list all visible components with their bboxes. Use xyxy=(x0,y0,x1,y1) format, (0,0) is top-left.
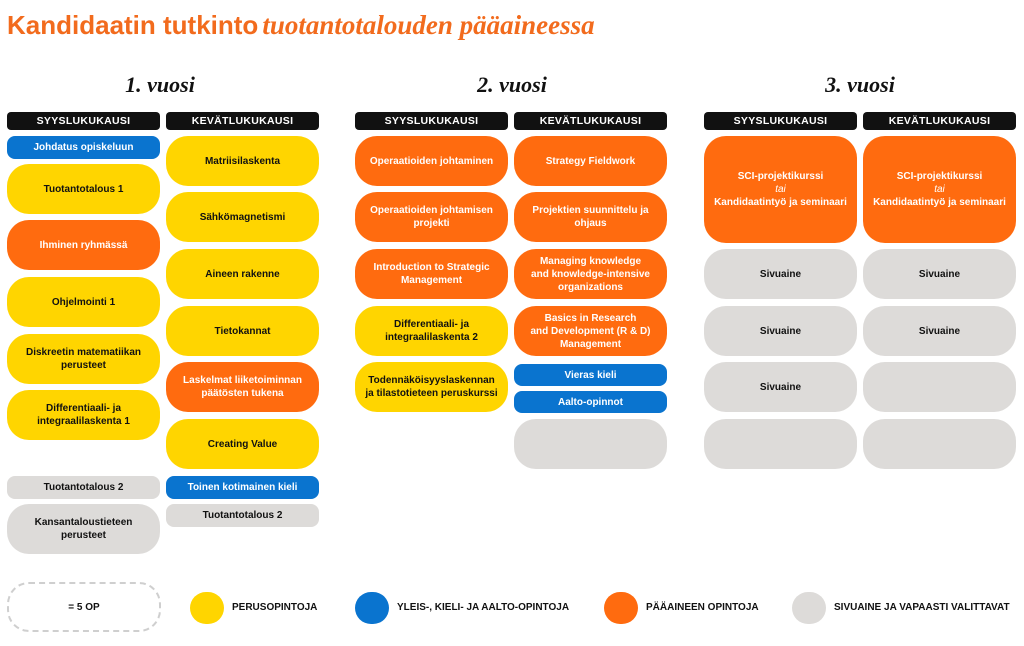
legend-swatch-yellow xyxy=(190,592,224,624)
course-line: SCI-projektikurssi xyxy=(737,171,824,182)
course-line: Sähkömagnetismi xyxy=(199,211,286,223)
course-line: Tietokannat xyxy=(214,325,271,337)
course-line: Aalto-opinnot xyxy=(558,396,623,408)
course-line: and knowledge-intensive xyxy=(531,268,650,280)
course-box xyxy=(7,220,160,270)
course-line: Basics in Research xyxy=(544,312,637,324)
course-box xyxy=(355,249,508,299)
course-box xyxy=(863,306,1016,356)
course-box xyxy=(514,192,667,242)
course-line: Vieras kieli xyxy=(564,369,617,381)
course-box xyxy=(355,192,508,242)
year-3-autumn-header: SYYSLUKUKAUSI xyxy=(704,112,857,130)
page-title xyxy=(7,10,595,41)
course-box xyxy=(7,277,160,327)
course-line: Sivuaine xyxy=(918,268,961,280)
title-italic: tuotantotalouden pääaineessa xyxy=(262,10,595,40)
empty-slot xyxy=(863,362,1016,412)
year-2-spring-header: KEVÄTLUKUKAUSI xyxy=(514,112,667,130)
empty-slot xyxy=(514,419,667,469)
course-box xyxy=(704,362,857,412)
year-3-spring-header: KEVÄTLUKUKAUSI xyxy=(863,112,1016,130)
course-box xyxy=(863,249,1016,299)
course-line: SCI-projektikurssi xyxy=(896,171,983,182)
legend-label-basic: PERUSOPINTOJA xyxy=(232,602,318,613)
course-line: Managing knowledge xyxy=(539,255,642,267)
course-line: and Development (R & D) xyxy=(530,325,651,337)
course-line: Sivuaine xyxy=(759,381,802,393)
year-1-heading: 1. vuosi xyxy=(125,72,195,97)
course-line: perusteet xyxy=(60,360,106,371)
year-2-heading: 2. vuosi xyxy=(477,72,547,97)
course-line: Tuotantotalous 2 xyxy=(202,510,283,521)
course-line: Johdatus opiskeluun xyxy=(33,142,134,153)
course-box xyxy=(166,504,319,527)
legend-unit-box xyxy=(7,582,161,632)
course-box xyxy=(514,391,667,413)
course-line: Matriisilaskenta xyxy=(204,155,281,167)
course-line: Tuotantotalous 2 xyxy=(43,482,124,493)
year-1-autumn-header: SYYSLUKUKAUSI xyxy=(7,112,160,130)
course-line: Kandidaatintyö ja seminaari xyxy=(714,197,847,208)
course-box xyxy=(514,306,667,356)
course-line: Diskreetin matematiikan xyxy=(25,347,142,358)
course-box xyxy=(7,164,160,214)
course-line: päätösten tukena xyxy=(201,388,284,399)
course-line: ja tilastotieteen peruskurssi xyxy=(365,388,498,399)
course-box xyxy=(166,362,319,412)
course-line: Todennäköisyyslaskennan xyxy=(368,375,495,386)
year-3-heading: 3. vuosi xyxy=(825,72,895,97)
course-line: ohjaus xyxy=(574,218,607,229)
course-box xyxy=(166,476,319,499)
course-line: integraalilaskenta 1 xyxy=(37,416,130,427)
course-line: Ihminen ryhmässä xyxy=(39,239,128,251)
course-line: tai xyxy=(934,184,945,195)
empty-slot xyxy=(704,419,857,469)
course-line: Projektien suunnittelu ja xyxy=(532,205,649,216)
course-line: Strategy Fieldwork xyxy=(545,155,636,167)
legend-label-minor: SIVUAINE JA VAPAASTI VALITTAVAT xyxy=(834,602,1010,613)
course-line: Creating Value xyxy=(207,438,278,450)
legend-swatch-blue xyxy=(355,592,389,624)
course-line: Kandidaatintyö ja seminaari xyxy=(873,197,1006,208)
course-box xyxy=(704,306,857,356)
course-line: Sivuaine xyxy=(918,325,961,337)
sci-thesis-box xyxy=(863,136,1016,243)
course-box xyxy=(7,476,160,499)
course-line: projekti xyxy=(413,218,450,229)
sci-thesis-box xyxy=(704,136,857,243)
title-main: Kandidaatin tutkinto xyxy=(7,10,259,40)
course-box xyxy=(355,306,508,356)
course-line: Kansantaloustieteen xyxy=(34,517,133,528)
year-1-spring-header: KEVÄTLUKUKAUSI xyxy=(166,112,319,130)
course-box xyxy=(704,249,857,299)
course-box xyxy=(7,136,160,159)
course-line: Differentiaali- ja xyxy=(45,403,122,414)
course-box xyxy=(166,249,319,299)
legend-swatch-orange xyxy=(604,592,638,624)
course-line: Sivuaine xyxy=(759,268,802,280)
legend-swatch-gray xyxy=(792,592,826,624)
course-box xyxy=(355,136,508,186)
year-2-autumn-header: SYYSLUKUKAUSI xyxy=(355,112,508,130)
course-line: tai xyxy=(775,184,786,195)
course-line: Operaatioiden johtamisen xyxy=(370,205,493,216)
course-line: Differentiaali- ja xyxy=(393,319,470,330)
course-box xyxy=(514,364,667,386)
course-box xyxy=(514,249,667,299)
legend-unit-label: = 5 OP xyxy=(68,601,100,613)
course-line: Introduction to Strategic xyxy=(373,262,490,273)
course-box xyxy=(166,419,319,469)
legend-label-major: PÄÄAINEEN OPINTOJA xyxy=(646,602,759,613)
course-line: integraalilaskenta 2 xyxy=(385,332,478,343)
empty-slot xyxy=(863,419,1016,469)
course-line: Tuotantotalous 1 xyxy=(43,183,124,195)
course-line: Management xyxy=(400,275,463,286)
course-line: Aineen rakenne xyxy=(205,268,280,280)
course-line: organizations xyxy=(557,281,623,293)
course-box xyxy=(514,136,667,186)
course-line: Management xyxy=(559,338,622,350)
course-box xyxy=(7,390,160,440)
course-line: Operaatioiden johtaminen xyxy=(369,155,494,167)
course-box xyxy=(166,306,319,356)
course-box xyxy=(166,192,319,242)
course-box xyxy=(355,362,508,412)
legend-label-general: YLEIS-, KIELI- JA AALTO-OPINTOJA xyxy=(397,602,570,613)
course-box xyxy=(7,504,160,554)
course-line: perusteet xyxy=(60,530,106,541)
course-line: Toinen kotimainen kieli xyxy=(187,482,298,493)
course-box xyxy=(166,136,319,186)
course-line: Sivuaine xyxy=(759,325,802,337)
course-box xyxy=(7,334,160,384)
course-line: Laskelmat liiketoiminnan xyxy=(183,375,302,386)
course-line: Ohjelmointi 1 xyxy=(51,296,116,308)
